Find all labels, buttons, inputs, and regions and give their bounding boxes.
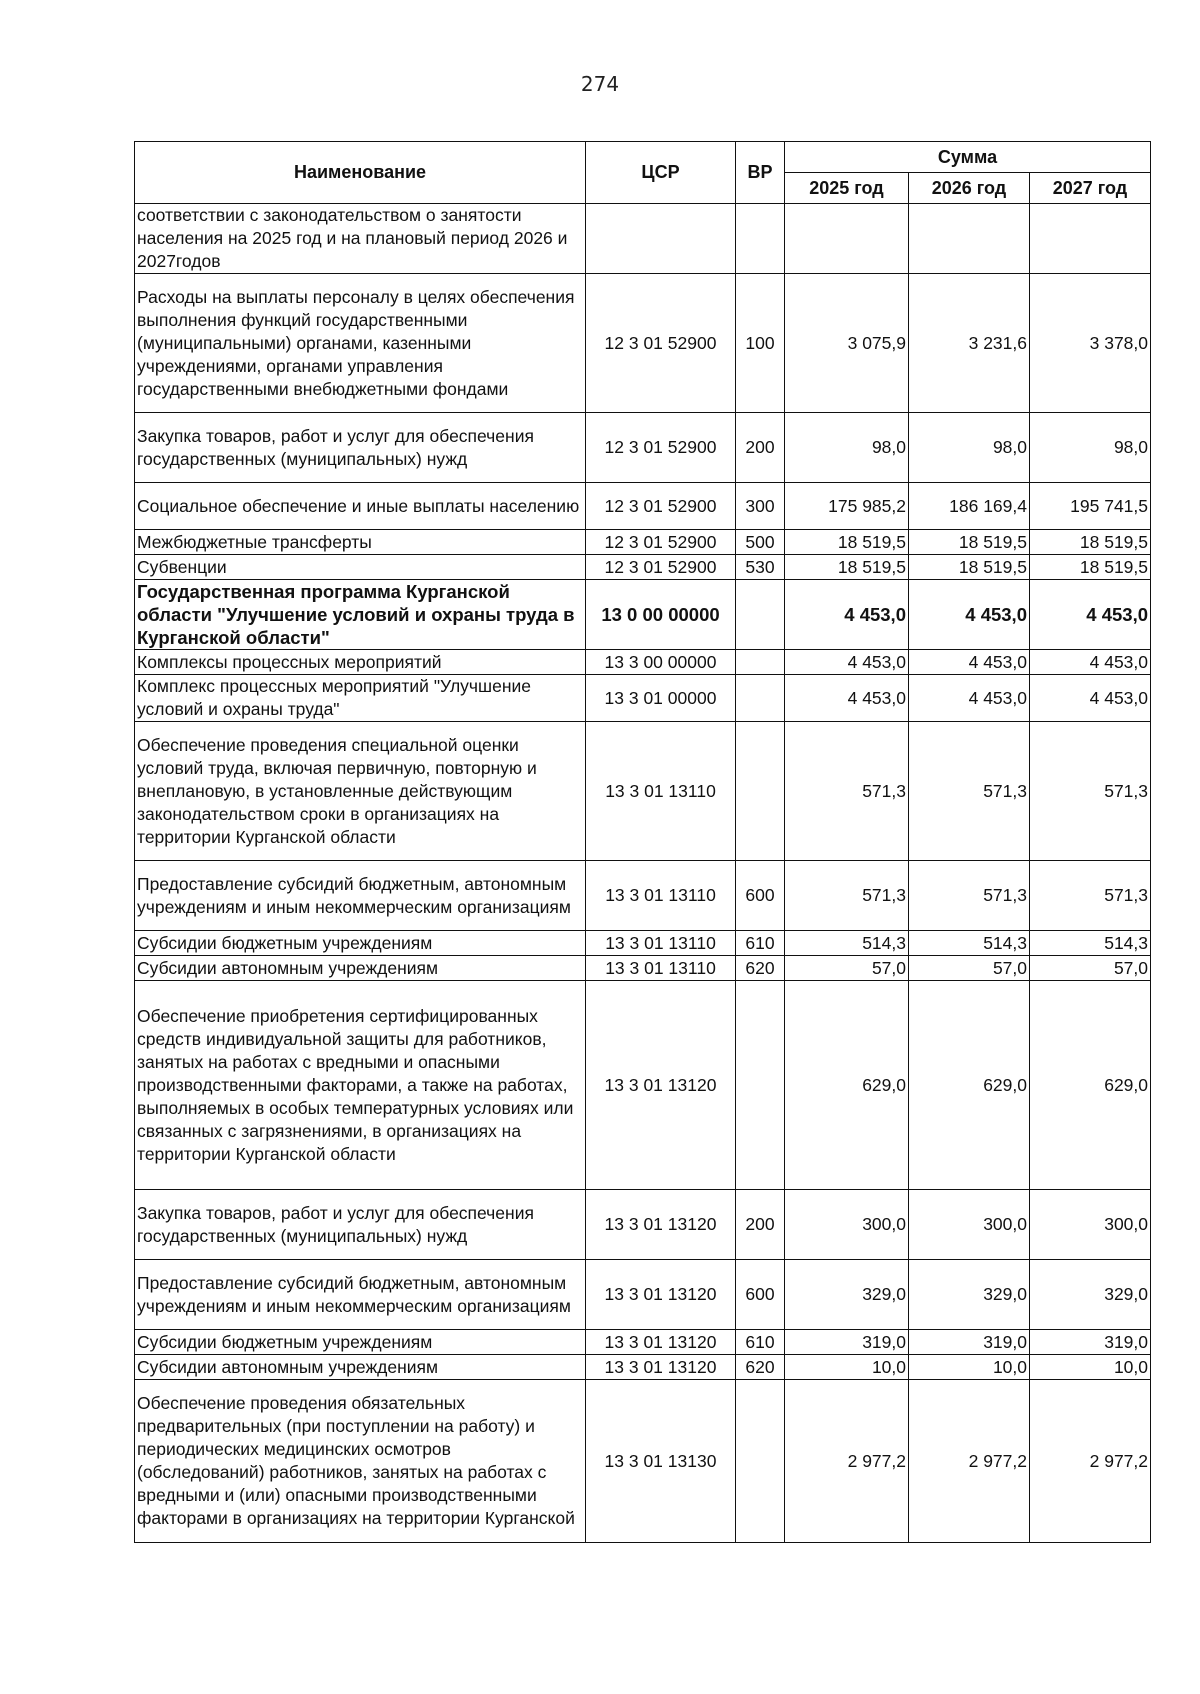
table-row bbox=[135, 1260, 1151, 1330]
row-name: соответствии с законодательством о занятости населения на 2025 год и на плановый период 2026 и 2027годов bbox=[135, 204, 586, 274]
row-csr: 12 3 01 52900 bbox=[586, 274, 736, 413]
row-value-2026: 4 453,0 bbox=[909, 580, 1030, 650]
row-value-2025: 571,3 bbox=[785, 722, 909, 861]
header-year-2025: 2025 год bbox=[785, 173, 909, 204]
row-vr bbox=[736, 204, 785, 274]
table-row bbox=[135, 722, 1151, 861]
row-csr: 13 3 01 13110 bbox=[586, 956, 736, 981]
table-row bbox=[135, 956, 1151, 981]
row-value-2025: 10,0 bbox=[785, 1355, 909, 1380]
table-row bbox=[135, 1380, 1151, 1543]
row-csr: 12 3 01 52900 bbox=[586, 530, 736, 555]
row-vr: 530 bbox=[736, 555, 785, 580]
header-sum: Сумма bbox=[785, 142, 1151, 173]
row-name: Субсидии бюджетным учреждениям bbox=[135, 1330, 586, 1355]
row-value-2025: 329,0 bbox=[785, 1260, 909, 1330]
table-row bbox=[135, 530, 1151, 555]
table-header bbox=[135, 142, 1151, 204]
row-name: Предоставление субсидий бюджетным, автономным учреждениям и иным некоммерческим организациям bbox=[135, 861, 586, 931]
row-csr: 13 0 00 00000 bbox=[586, 580, 736, 650]
table-row bbox=[135, 861, 1151, 931]
row-value-2027 bbox=[1030, 204, 1151, 274]
row-name: Расходы на выплаты персоналу в целях обеспечения выполнения функций государственными (муниципальными) органами, казенными учреждениями, органами управления государственными внебюджетными фондами bbox=[135, 274, 586, 413]
row-name: Субвенции bbox=[135, 555, 586, 580]
row-value-2027: 18 519,5 bbox=[1030, 530, 1151, 555]
budget-table bbox=[134, 141, 1151, 1543]
row-vr: 610 bbox=[736, 1330, 785, 1355]
row-csr bbox=[586, 204, 736, 274]
row-vr bbox=[736, 580, 785, 650]
row-vr: 200 bbox=[736, 1190, 785, 1260]
row-vr bbox=[736, 650, 785, 675]
row-value-2025: 57,0 bbox=[785, 956, 909, 981]
row-value-2027: 319,0 bbox=[1030, 1330, 1151, 1355]
row-value-2025: 18 519,5 bbox=[785, 530, 909, 555]
row-value-2027: 571,3 bbox=[1030, 861, 1151, 931]
row-vr: 610 bbox=[736, 931, 785, 956]
table-row bbox=[135, 1330, 1151, 1355]
row-value-2026: 629,0 bbox=[909, 981, 1030, 1190]
row-csr: 13 3 01 13120 bbox=[586, 1190, 736, 1260]
row-vr bbox=[736, 675, 785, 722]
row-value-2027: 514,3 bbox=[1030, 931, 1151, 956]
table-row bbox=[135, 274, 1151, 413]
row-vr: 100 bbox=[736, 274, 785, 413]
row-value-2027: 2 977,2 bbox=[1030, 1380, 1151, 1543]
row-csr: 13 3 01 13120 bbox=[586, 981, 736, 1190]
table-row bbox=[135, 204, 1151, 274]
row-vr: 300 bbox=[736, 483, 785, 530]
header-year-2027: 2027 год bbox=[1030, 173, 1151, 204]
row-vr: 200 bbox=[736, 413, 785, 483]
row-name: Межбюджетные трансферты bbox=[135, 530, 586, 555]
row-value-2025: 629,0 bbox=[785, 981, 909, 1190]
row-value-2026: 4 453,0 bbox=[909, 650, 1030, 675]
row-value-2025: 98,0 bbox=[785, 413, 909, 483]
row-value-2026: 186 169,4 bbox=[909, 483, 1030, 530]
row-value-2025: 175 985,2 bbox=[785, 483, 909, 530]
row-value-2025: 571,3 bbox=[785, 861, 909, 931]
row-csr: 13 3 01 13130 bbox=[586, 1380, 736, 1543]
row-csr: 13 3 01 13110 bbox=[586, 861, 736, 931]
row-name: Субсидии автономным учреждениям bbox=[135, 956, 586, 981]
row-value-2027: 57,0 bbox=[1030, 956, 1151, 981]
row-value-2027: 3 378,0 bbox=[1030, 274, 1151, 413]
row-csr: 13 3 01 13120 bbox=[586, 1355, 736, 1380]
row-value-2025: 514,3 bbox=[785, 931, 909, 956]
table-row bbox=[135, 413, 1151, 483]
row-name: Закупка товаров, работ и услуг для обеспечения государственных (муниципальных) нужд bbox=[135, 413, 586, 483]
table-row bbox=[135, 580, 1151, 650]
row-name: Субсидии автономным учреждениям bbox=[135, 1355, 586, 1380]
row-csr: 12 3 01 52900 bbox=[586, 413, 736, 483]
row-csr: 13 3 01 13110 bbox=[586, 722, 736, 861]
row-vr bbox=[736, 981, 785, 1190]
row-csr: 13 3 01 13110 bbox=[586, 931, 736, 956]
header-vr: ВР bbox=[736, 142, 785, 204]
row-csr: 12 3 01 52900 bbox=[586, 483, 736, 530]
row-value-2025: 18 519,5 bbox=[785, 555, 909, 580]
row-value-2025: 4 453,0 bbox=[785, 675, 909, 722]
row-value-2025: 319,0 bbox=[785, 1330, 909, 1355]
table-row bbox=[135, 650, 1151, 675]
row-value-2027: 18 519,5 bbox=[1030, 555, 1151, 580]
header-name: Наименование bbox=[135, 142, 586, 204]
table-row bbox=[135, 555, 1151, 580]
row-vr bbox=[736, 1380, 785, 1543]
row-value-2025: 300,0 bbox=[785, 1190, 909, 1260]
row-csr: 12 3 01 52900 bbox=[586, 555, 736, 580]
row-name: Социальное обеспечение и иные выплаты населению bbox=[135, 483, 586, 530]
row-value-2027: 98,0 bbox=[1030, 413, 1151, 483]
row-value-2026: 18 519,5 bbox=[909, 555, 1030, 580]
row-value-2027: 629,0 bbox=[1030, 981, 1151, 1190]
table-row bbox=[135, 1355, 1151, 1380]
row-value-2026: 514,3 bbox=[909, 931, 1030, 956]
row-value-2026: 571,3 bbox=[909, 722, 1030, 861]
table-row bbox=[135, 675, 1151, 722]
row-csr: 13 3 01 13120 bbox=[586, 1260, 736, 1330]
row-csr: 13 3 01 13120 bbox=[586, 1330, 736, 1355]
row-value-2026: 319,0 bbox=[909, 1330, 1030, 1355]
row-name: Субсидии бюджетным учреждениям bbox=[135, 931, 586, 956]
row-value-2026: 329,0 bbox=[909, 1260, 1030, 1330]
row-value-2026: 10,0 bbox=[909, 1355, 1030, 1380]
row-value-2026: 3 231,6 bbox=[909, 274, 1030, 413]
row-name: Обеспечение проведения обязательных предварительных (при поступлении на работу) и периодических медицинских осмотров (обследований) работников, занятых на работах с вредными и (или) опасными производственными факторами в организациях на территории Курганской bbox=[135, 1380, 586, 1543]
row-name: Обеспечение проведения специальной оценки условий труда, включая первичную, повторную и внеплановую, в установленные действующим законодательством сроки в организациях на территории Курганской области bbox=[135, 722, 586, 861]
row-vr: 620 bbox=[736, 956, 785, 981]
row-vr: 600 bbox=[736, 861, 785, 931]
row-name: Комплекс процессных мероприятий "Улучшение условий и охраны труда" bbox=[135, 675, 586, 722]
row-vr: 500 bbox=[736, 530, 785, 555]
row-value-2025: 4 453,0 bbox=[785, 650, 909, 675]
row-csr: 13 3 00 00000 bbox=[586, 650, 736, 675]
row-name: Предоставление субсидий бюджетным, автономным учреждениям и иным некоммерческим организациям bbox=[135, 1260, 586, 1330]
row-name: Государственная программа Курганской области "Улучшение условий и охраны труда в Курганской области" bbox=[135, 580, 586, 650]
row-value-2027: 571,3 bbox=[1030, 722, 1151, 861]
row-value-2026: 571,3 bbox=[909, 861, 1030, 931]
table-row bbox=[135, 981, 1151, 1190]
row-value-2026: 300,0 bbox=[909, 1190, 1030, 1260]
row-value-2027: 329,0 bbox=[1030, 1260, 1151, 1330]
row-name: Закупка товаров, работ и услуг для обеспечения государственных (муниципальных) нужд bbox=[135, 1190, 586, 1260]
row-value-2025: 2 977,2 bbox=[785, 1380, 909, 1543]
table-row bbox=[135, 483, 1151, 530]
row-value-2027: 195 741,5 bbox=[1030, 483, 1151, 530]
row-csr: 13 3 01 00000 bbox=[586, 675, 736, 722]
row-name: Обеспечение приобретения сертифицированных средств индивидуальной защиты для работников, занятых на работах с вредными и опасными производственными факторами, а также на работах, выполняемых в особых температурных условиях или связанных с загрязнениями, в организациях на территории Курганской области bbox=[135, 981, 586, 1190]
row-value-2025 bbox=[785, 204, 909, 274]
row-value-2026: 4 453,0 bbox=[909, 675, 1030, 722]
row-value-2027: 4 453,0 bbox=[1030, 675, 1151, 722]
page-number: 274 bbox=[580, 72, 620, 96]
row-vr: 620 bbox=[736, 1355, 785, 1380]
row-value-2026: 57,0 bbox=[909, 956, 1030, 981]
row-vr: 600 bbox=[736, 1260, 785, 1330]
row-value-2026: 18 519,5 bbox=[909, 530, 1030, 555]
table-body bbox=[135, 204, 1151, 1543]
row-value-2025: 4 453,0 bbox=[785, 580, 909, 650]
row-value-2026 bbox=[909, 204, 1030, 274]
row-name: Комплексы процессных мероприятий bbox=[135, 650, 586, 675]
row-value-2025: 3 075,9 bbox=[785, 274, 909, 413]
header-year-2026: 2026 год bbox=[909, 173, 1030, 204]
row-value-2026: 98,0 bbox=[909, 413, 1030, 483]
table-row bbox=[135, 931, 1151, 956]
row-value-2026: 2 977,2 bbox=[909, 1380, 1030, 1543]
row-value-2027: 4 453,0 bbox=[1030, 580, 1151, 650]
table-row bbox=[135, 1190, 1151, 1260]
row-value-2027: 300,0 bbox=[1030, 1190, 1151, 1260]
row-value-2027: 4 453,0 bbox=[1030, 650, 1151, 675]
header-csr: ЦСР bbox=[586, 142, 736, 204]
row-vr bbox=[736, 722, 785, 861]
row-value-2027: 10,0 bbox=[1030, 1355, 1151, 1380]
